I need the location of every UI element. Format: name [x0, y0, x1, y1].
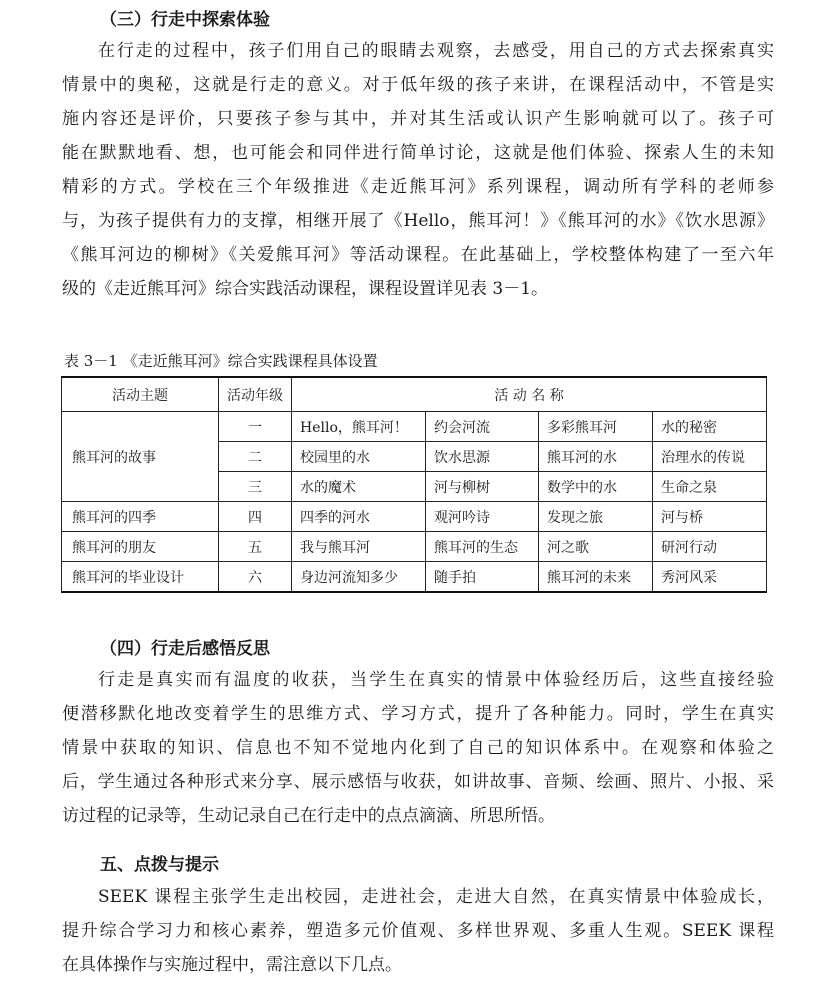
activity-cell: 多彩熊耳河: [539, 412, 653, 442]
grade-cell: 一: [219, 412, 292, 442]
section-5-paragraph: [62, 880, 774, 982]
theme-cell: 熊耳河的四季: [62, 502, 219, 532]
section-4-paragraph: [62, 663, 774, 833]
table-row: [62, 412, 767, 442]
activity-cell: 观河吟诗: [426, 502, 539, 532]
paragraph-line: 行走是真实而有温度的收获，当学生在真实的情景中体验经历后，这些直接经验: [98, 670, 774, 690]
activity-cell: 水的秘密: [653, 412, 767, 442]
table-caption: 表 3－1 《走近熊耳河》综合实践课程具体设置: [64, 352, 378, 370]
activity-cell: 秀河风采: [653, 562, 767, 593]
table-row: [62, 562, 767, 593]
activity-cell: 熊耳河的未来: [539, 562, 653, 593]
paragraph-line: 提升综合学习力和核心素养，塑造多元价值观、多样世界观、多重人生观。SEEK 课程: [62, 921, 774, 941]
paragraph-line: 情景中的奥秘，这就是行走的意义。对于低年级的孩子来讲，在课程活动中，不管是实: [62, 75, 774, 95]
activity-cell: 生命之泉: [653, 472, 767, 502]
paragraph-line: 便潜移默化地改变着学生的思维方式、学习方式，提升了各种能力。同时，学生在真实: [62, 704, 774, 724]
paragraph-line: 在行走的过程中，孩子们用自己的眼睛去观察，去感受，用自己的方式去探索真实: [98, 41, 774, 61]
paragraph-line: 情景中获取的知识、信息也不知不觉地内化到了自己的知识体系中。在观察和体验之: [62, 738, 774, 758]
activity-cell: 约会河流: [426, 412, 539, 442]
activity-cell: 河与柳树: [426, 472, 539, 502]
activity-cell: 校园里的水: [292, 442, 426, 472]
table-header-row: [62, 377, 767, 412]
activity-cell: 河之歌: [539, 532, 653, 562]
section-3-paragraph: [62, 34, 774, 306]
activity-cell: Hello，熊耳河！: [292, 412, 426, 442]
header-theme: 活动主题: [62, 377, 219, 412]
grade-cell: 二: [219, 442, 292, 472]
curriculum-table: [61, 376, 767, 593]
paragraph-line: 施内容还是评价，只要孩子参与其中，并对其生活或认识产生影响就可以了。孩子可: [62, 109, 774, 129]
section-4-heading: （四）行走后感悟反思: [100, 639, 270, 659]
header-grade: 活动年级: [219, 377, 292, 412]
table-row: [62, 532, 767, 562]
section-3-heading: （三）行走中探索体验: [100, 10, 270, 30]
paragraph-line: 级的《走近熊耳河》综合实践活动课程，课程设置详见表 3－1。: [62, 279, 549, 299]
paragraph-line: 与，为孩子提供有力的支撑，相继开展了《Hello，熊耳河！》《熊耳河的水》《饮水思源》: [62, 211, 774, 231]
activity-cell: 四季的河水: [292, 502, 426, 532]
paragraph-line: SEEK 课程主张学生走出校园，走进社会，走进大自然，在真实情景中体验成长，: [98, 887, 774, 907]
activity-cell: 随手拍: [426, 562, 539, 593]
header-activities: 活 动 名 称: [292, 377, 767, 412]
table-row: [62, 502, 767, 532]
section-5-heading: 五、点拨与提示: [100, 855, 219, 875]
paragraph-line: 在具体操作与实施过程中，需注意以下几点。: [62, 955, 402, 975]
grade-cell: 三: [219, 472, 292, 502]
paragraph-line: 访过程的记录等，生动记录自己在行走中的点点滴滴、所思所悟。: [62, 806, 555, 826]
paragraph-line: 能在默默地看、想，也可能会和同伴进行简单讨论，这就是他们体验、探索人生的未知: [62, 143, 774, 163]
paragraph-line: 后，学生通过各种形式来分享、展示感悟与收获，如讲故事、音频、绘画、照片、小报、采: [62, 772, 774, 792]
activity-cell: 水的魔术: [292, 472, 426, 502]
theme-cell: 熊耳河的故事: [62, 412, 219, 502]
activity-cell: 河与桥: [653, 502, 767, 532]
activity-cell: 熊耳河的生态: [426, 532, 539, 562]
activity-cell: 治理水的传说: [653, 442, 767, 472]
activity-cell: 发现之旅: [539, 502, 653, 532]
theme-cell: 熊耳河的朋友: [62, 532, 219, 562]
activity-cell: 研河行动: [653, 532, 767, 562]
activity-cell: 数学中的水: [539, 472, 653, 502]
activity-cell: 我与熊耳河: [292, 532, 426, 562]
grade-cell: 六: [219, 562, 292, 593]
paragraph-line: 《熊耳河边的柳树》《关爱熊耳河》等活动课程。在此基础上，学校整体构建了一至六年: [62, 245, 774, 265]
activity-cell: 熊耳河的水: [539, 442, 653, 472]
activity-cell: 饮水思源: [426, 442, 539, 472]
grade-cell: 四: [219, 502, 292, 532]
activity-cell: 身边河流知多少: [292, 562, 426, 593]
theme-cell: 熊耳河的毕业设计: [62, 562, 219, 593]
grade-cell: 五: [219, 532, 292, 562]
paragraph-line: 精彩的方式。学校在三个年级推进《走近熊耳河》系列课程，调动所有学科的老师参: [62, 177, 774, 197]
